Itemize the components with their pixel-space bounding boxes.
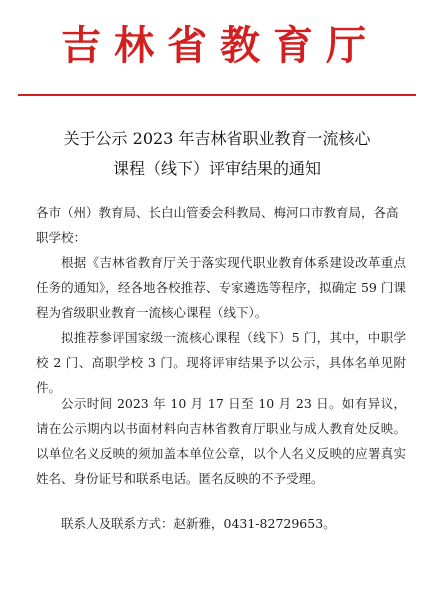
paragraph-1: 根据《吉林省教育厅关于落实现代职业教育体系建设改革重点任务的通知》，经各地各校推荐、专家遴选等程序，拟确定 59 门课程为省级职业教育一流核心课程（线下）。 xyxy=(36,255,406,320)
salutation: 各市（州）教育局、长白山管委会科教局、梅河口市教育局，各高职学校： xyxy=(36,205,399,245)
paragraph-2: 拟推荐参评国家级一流核心课程（线下）5 门，其中，中职学校 2 门、高职学校 3 门。现将评审结果予以公示，具体名单见附件。 xyxy=(36,330,406,395)
paragraph-3: 公示时间 2023 年 10 月 17 日至 10 月 23 日。如有异议，请在公示期内以书面材料向吉林省教育厅职业与成人教育处反映。以单位名义反映的须加盖本单位公章，以个人名义反映的应署真实姓名、身份证号和联系电话。匿名反映的不予受理。 xyxy=(36,396,406,486)
letterhead-title: 吉林省教育厅 xyxy=(61,22,379,69)
red-divider-line xyxy=(18,94,416,96)
contact-line: 联系人及联系方式：赵新雅，0431-82729653。 xyxy=(61,516,336,531)
notice-title-line-1: 关于公示 2023 年吉林省职业教育一流核心 xyxy=(63,129,371,148)
notice-title-line-2: 课程（线下）评审结果的通知 xyxy=(112,159,321,178)
notice-title xyxy=(30,124,404,184)
